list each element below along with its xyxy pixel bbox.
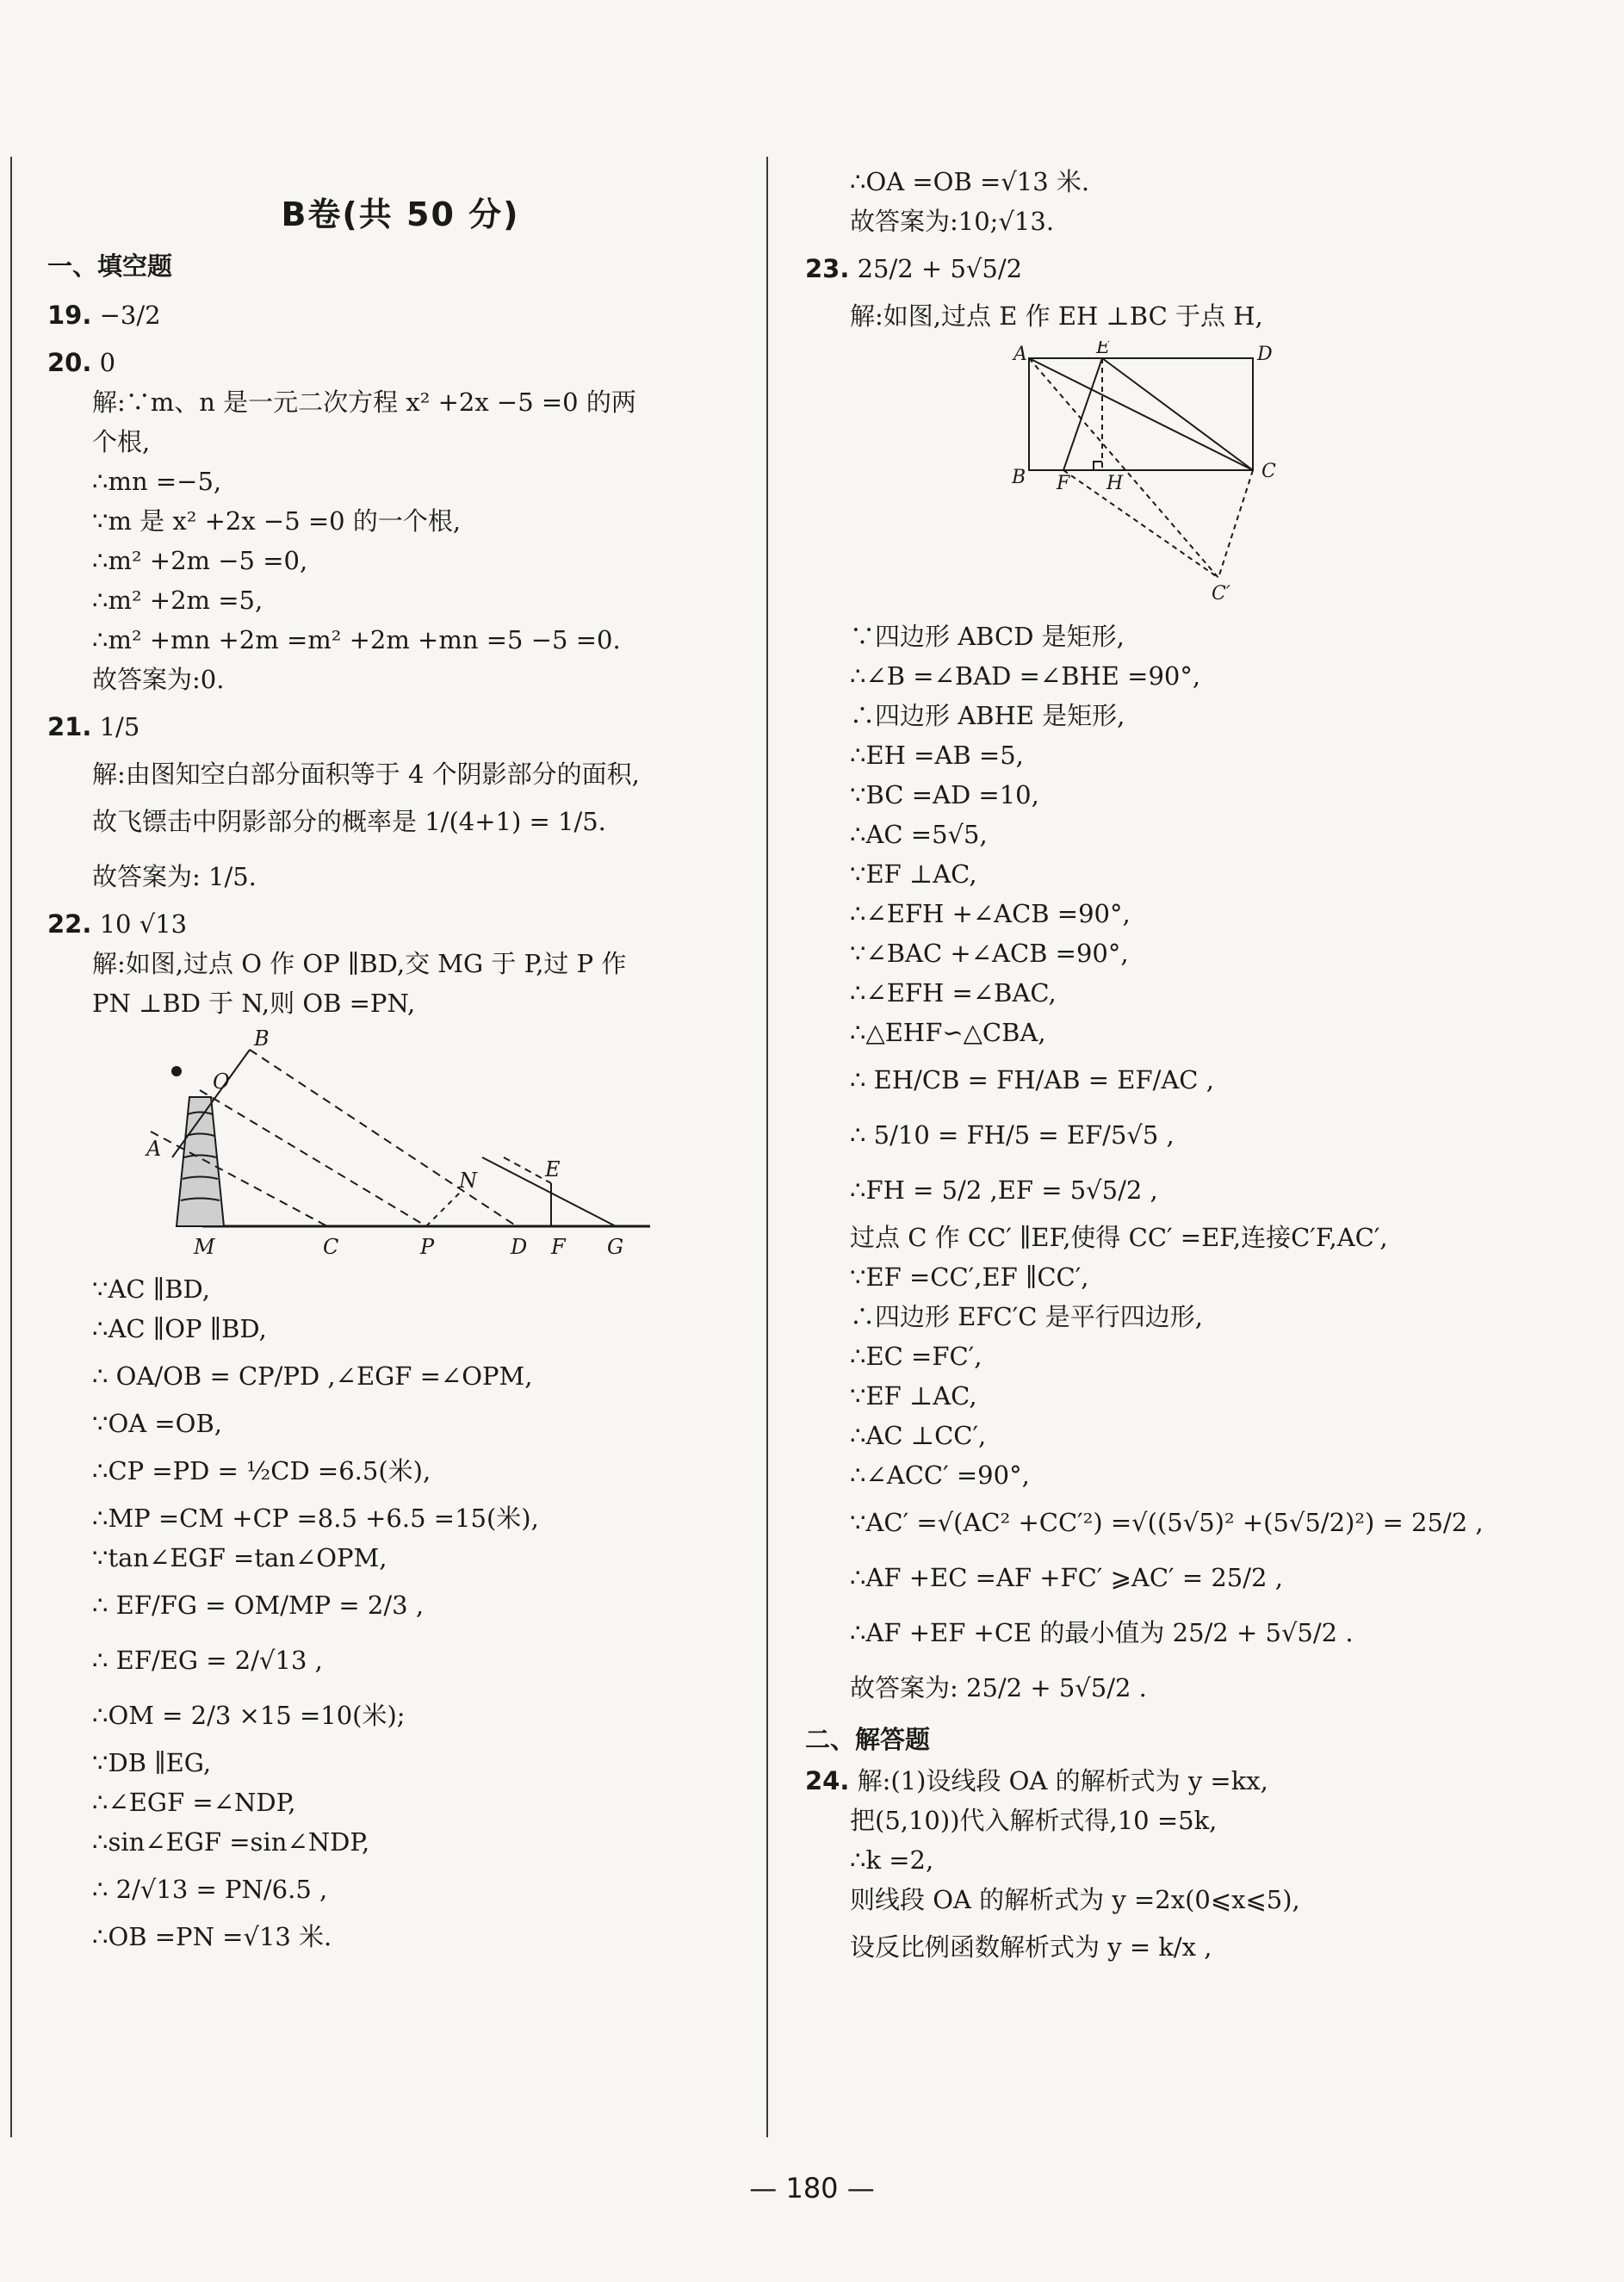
rectangle-diagram bbox=[1012, 341, 1287, 608]
q21-number: 21. bbox=[47, 712, 92, 741]
fig2-label: C′ bbox=[1212, 583, 1230, 605]
q24-line: 则线段 OA 的解析式为 y =2x(0⩽x⩽5), bbox=[850, 1885, 1300, 1914]
q22-number: 22. bbox=[47, 909, 92, 939]
q23-line: ∴∠EFH =∠BAC, bbox=[850, 978, 1057, 1008]
q23-line: ∵BC =AD =10, bbox=[850, 780, 1039, 809]
fig1-label: D bbox=[511, 1235, 528, 1259]
fig1-label: P bbox=[420, 1235, 435, 1259]
q22-intro-line: PN ⊥BD 于 N,则 OB =PN, bbox=[92, 989, 416, 1018]
q22-line: ∴ 2/√13 = PN/6.5 , bbox=[92, 1875, 328, 1904]
q23-line: ∴∠ACC′ =90°, bbox=[850, 1460, 1030, 1490]
left-column bbox=[47, 155, 753, 1956]
q23-answer: 25/2 + 5√5/2 bbox=[857, 254, 1023, 283]
q23-line: ∴ EH/CB = FH/AB = EF/AC , bbox=[850, 1065, 1214, 1094]
q23-number: 23. bbox=[805, 254, 850, 283]
fig2-label: C bbox=[1261, 461, 1276, 482]
q22-line: ∴OM = 2/3 ×15 =10(米); bbox=[92, 1701, 406, 1730]
q20-line: 故答案为:0. bbox=[92, 665, 225, 694]
q23-line: ∴AC ⊥CC′, bbox=[850, 1421, 987, 1450]
solution-heading: 二、解答题 bbox=[805, 1725, 931, 1754]
page-number: — 180 — bbox=[749, 2172, 875, 2204]
fig1-label: B bbox=[254, 1028, 270, 1051]
fig1-label: F bbox=[551, 1235, 566, 1259]
q23-line: ∴四边形 ABHE 是矩形, bbox=[850, 701, 1125, 730]
q22-line: ∴ OA/OB = CP/PD ,∠EGF =∠OPM, bbox=[92, 1361, 533, 1391]
fig1-label: A bbox=[146, 1137, 162, 1161]
q20-line: ∴mn =−5, bbox=[92, 467, 222, 496]
fig1-label: C bbox=[323, 1235, 339, 1259]
q21-line: 故答案为: 1/5. bbox=[92, 862, 257, 891]
q23 bbox=[805, 241, 1580, 296]
q20-line: ∵m 是 x² +2x −5 =0 的一个根, bbox=[92, 506, 462, 536]
q19 bbox=[47, 288, 753, 343]
q21-line: 故飞镖击中阴影部分的概率是 1/(4+1) = 1/5. bbox=[92, 807, 606, 836]
q23-line: ∴AF +EC =AF +FC′ ⩾AC′ = 25/2 , bbox=[850, 1563, 1283, 1592]
q24-line: 解:(1)设线段 OA 的解析式为 y =kx, bbox=[857, 1766, 1268, 1795]
q23-line: ∴EC =FC′, bbox=[850, 1342, 982, 1371]
q24-number: 24. bbox=[805, 1766, 850, 1795]
q23-line: ∵EF ⊥AC, bbox=[850, 1381, 977, 1411]
q23-line: ∵EF ⊥AC, bbox=[850, 859, 977, 889]
rectangle-figure bbox=[805, 341, 1580, 611]
q24 bbox=[805, 1761, 1580, 1801]
q22-line: ∴CP =PD = ½CD =6.5(米), bbox=[92, 1456, 431, 1485]
right-column bbox=[805, 155, 1580, 1975]
q23-line: ∴∠EFH +∠ACB =90°, bbox=[850, 899, 1131, 928]
q23-line: ∵AC′ =√(AC² +CC′²) =√((5√5)² +(5√5/2)²) = 25/2 , bbox=[850, 1508, 1484, 1537]
q20-line: ∴m² +2m =5, bbox=[92, 586, 263, 615]
q21-line: 解:由图知空白部分面积等于 4 个阴影部分的面积, bbox=[92, 760, 640, 789]
q22 bbox=[47, 904, 753, 944]
left-margin-rule bbox=[10, 157, 12, 2137]
q20-line: 解:∵m、n 是一元二次方程 x² +2x −5 =0 的两 bbox=[92, 388, 636, 417]
q22-line: ∴ EF/FG = OM/MP = 2/3 , bbox=[92, 1591, 425, 1620]
fig2-label: H bbox=[1106, 473, 1124, 494]
q21-answer: 1/5 bbox=[99, 712, 140, 741]
q19-number: 19. bbox=[47, 301, 92, 330]
q20 bbox=[47, 343, 753, 382]
q23-line: ∴EH =AB =5, bbox=[850, 741, 1024, 770]
q22-line: ∵DB ∥EG, bbox=[92, 1748, 212, 1777]
q20-answer: 0 bbox=[99, 348, 116, 377]
q21 bbox=[47, 699, 753, 754]
q23-line: ∴△EHF∽△CBA, bbox=[850, 1018, 1046, 1047]
q22-line: ∴AC ∥OP ∥BD, bbox=[92, 1314, 267, 1343]
tower-diagram bbox=[47, 1028, 650, 1261]
fig2-label: D bbox=[1257, 344, 1273, 365]
fig1-label: E bbox=[545, 1157, 561, 1181]
q22-cont-line: ∴OA =OB =√13 米. bbox=[850, 167, 1090, 196]
q22-line: ∴OB =PN =√13 米. bbox=[92, 1922, 332, 1951]
q23-line: ∵EF =CC′,EF ∥CC′, bbox=[850, 1262, 1089, 1292]
fig2-label: F bbox=[1057, 473, 1070, 494]
q23-line: ∴AC =5√5, bbox=[850, 820, 988, 849]
q23-line: ∴四边形 EFC′C 是平行四边形, bbox=[850, 1302, 1203, 1331]
q22-line: ∵OA =OB, bbox=[92, 1409, 222, 1438]
q24-line: 把(5,10))代入解析式得,10 =5k, bbox=[850, 1806, 1218, 1835]
fig2-label: A bbox=[1013, 344, 1027, 365]
q22-cont-line: 故答案为:10;√13. bbox=[850, 207, 1055, 236]
fill-in-heading: 一、填空题 bbox=[47, 251, 173, 281]
q22-line: ∵AC ∥BD, bbox=[92, 1274, 210, 1304]
q20-line: ∴m² +mn +2m =m² +2m +mn =5 −5 =0. bbox=[92, 625, 621, 654]
q23-line: ∵四边形 ABCD 是矩形, bbox=[850, 622, 1125, 651]
fig1-label: N bbox=[459, 1169, 477, 1193]
q20-number: 20. bbox=[47, 348, 92, 377]
q23-line: ∴∠B =∠BAD =∠BHE =90°, bbox=[850, 661, 1201, 691]
q23-line: ∴ 5/10 = FH/5 = EF/5√5 , bbox=[850, 1120, 1175, 1150]
q22-answer: 10 √13 bbox=[99, 909, 188, 939]
section-title: B卷(共 50 分) bbox=[281, 195, 520, 233]
q22-line: ∴MP =CM +CP =8.5 +6.5 =15(米), bbox=[92, 1504, 539, 1533]
q24-line: ∴k =2, bbox=[850, 1845, 934, 1875]
fig2-label: B bbox=[1012, 467, 1026, 488]
q23-line: 过点 C 作 CC′ ∥EF,使得 CC′ =EF,连接C′F,AC′, bbox=[850, 1223, 1388, 1252]
q22-intro-line: 解:如图,过点 O 作 OP ∥BD,交 MG 于 P,过 P 作 bbox=[92, 949, 627, 978]
q23-line: ∴AF +EF +CE 的最小值为 25/2 + 5√5/2 . bbox=[850, 1618, 1354, 1647]
q22-line: ∴ EF/EG = 2/√13 , bbox=[92, 1646, 323, 1675]
q20-line: 个根, bbox=[92, 427, 151, 456]
q23-line: ∴FH = 5/2 ,EF = 5√5/2 , bbox=[850, 1175, 1158, 1205]
fig1-label: G bbox=[607, 1235, 624, 1259]
q22-line: ∴∠EGF =∠NDP, bbox=[92, 1788, 296, 1817]
q20-line: ∴m² +2m −5 =0, bbox=[92, 546, 308, 575]
q23-line: 故答案为: 25/2 + 5√5/2 . bbox=[850, 1673, 1147, 1702]
fig1-label: M bbox=[194, 1235, 215, 1259]
q22-line: ∴sin∠EGF =sin∠NDP, bbox=[92, 1827, 370, 1857]
q22-line: ∵tan∠EGF =tan∠OPM, bbox=[92, 1543, 387, 1572]
q24-line: 设反比例函数解析式为 y = k/x , bbox=[850, 1932, 1212, 1962]
tower-figure bbox=[47, 1028, 753, 1264]
fig2-label: E bbox=[1096, 341, 1111, 358]
q19-answer: −3/2 bbox=[99, 301, 161, 330]
column-divider bbox=[766, 157, 768, 2137]
q23-intro: 解:如图,过点 E 作 EH ⊥BC 于点 H, bbox=[850, 301, 1263, 331]
fig1-label: O bbox=[213, 1070, 230, 1094]
q23-line: ∵∠BAC +∠ACB =90°, bbox=[850, 939, 1129, 968]
